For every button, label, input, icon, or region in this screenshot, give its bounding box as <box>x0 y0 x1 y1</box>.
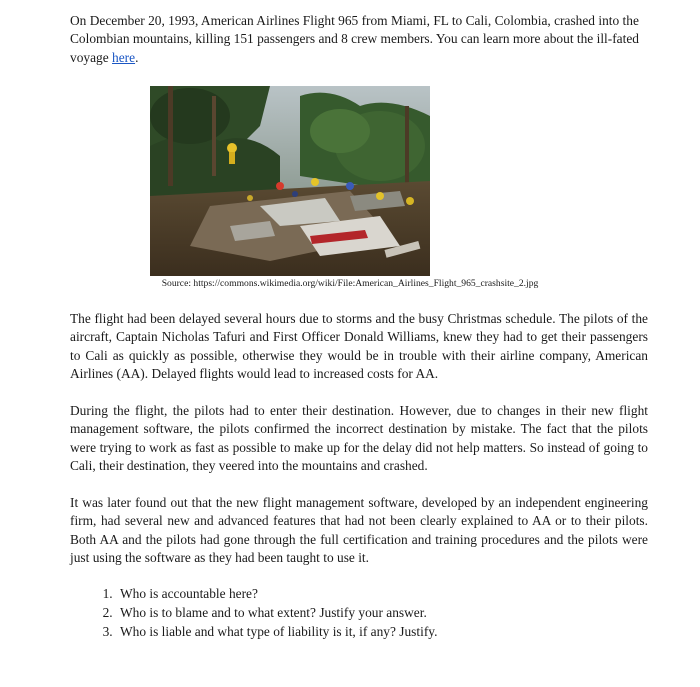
crash-site-photo <box>150 86 430 276</box>
intro-end: . <box>135 49 139 65</box>
question-item: 2. Who is to blame and to what extent? Justify your answer. <box>116 603 676 622</box>
photo-caption: Source: https://commons.wikimedia.org/wiki/File:American_Airlines_Flight_965_crashsite_2.jpg <box>161 278 539 289</box>
document-page <box>70 12 648 67</box>
body-paragraph-3: It was later found out that the new flight management software, developed by an independent engineering firm, had several new and advanced features that had not been clearly explained to AA or to their pilots. Both AA and the pilots had gone through the full certification and training procedures and the pilots were just using the software as they had been taught to use it. <box>70 495 648 565</box>
here-link[interactable]: here <box>112 49 136 65</box>
intro-text: On December 20, 1993, American Airlines Flight 965 from Miami, FL to Cali, Colombia, crashed into the Colombian mountains, killing 151 passengers and 8 crew members. You can learn more about the ill-fated voyage <box>70 13 639 65</box>
intro-paragraph <box>70 12 648 67</box>
question-item: 1. Who is accountable here? <box>116 584 676 603</box>
question-item: 3. Who is liable and what type of liability is it, if any? Justify. <box>116 622 676 641</box>
body-paragraph-1: The flight had been delayed several hours due to storms and the busy Christmas schedule. The pilots of the aircraft, Captain Nicholas Tafuri and First Officer Donald Williams, knew they had to get their passengers to Cali as quickly as possible, otherwise they would be in trouble with their airline company, American Airlines (AA). Delayed flights would lead to increased costs for AA. <box>70 311 648 381</box>
questions-list <box>70 584 676 641</box>
body-paragraph-2: During the flight, the pilots had to enter their destination. However, due to changes in their new flight management software, the pilots confirmed the incorrect destination by mistake. The fact that the pilots were trying to work as fast as possible to make up for the delay did not help matters. So instead of going to Cali, their destination, they veered into the mountains and crashed. <box>70 403 648 473</box>
